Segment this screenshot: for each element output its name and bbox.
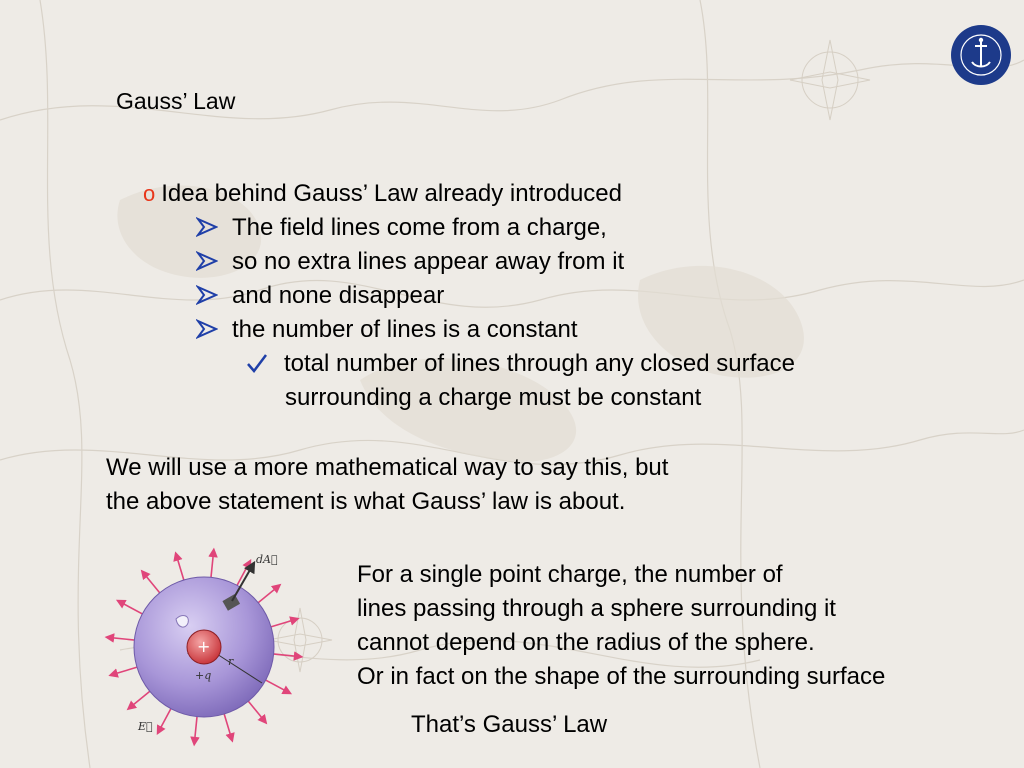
sub-bullet-text: and none disappear: [232, 282, 445, 309]
radius-label: r: [228, 655, 234, 668]
area-vector-label: dA⃗: [256, 553, 278, 566]
arrow-bullet-icon: [196, 217, 218, 237]
slide-title: Gauss’ Law: [116, 88, 236, 114]
paragraph-line: the above statement is what Gauss’ law is about.: [106, 488, 626, 515]
charge-label: +q: [195, 669, 212, 682]
sub-bullet-text: the number of lines is a constant: [232, 316, 578, 343]
sub-bullet-text: The field lines come from a charge,: [232, 214, 607, 241]
arrow-bullet-icon: [196, 285, 218, 305]
paragraph-line: lines passing through a sphere surrounding it: [357, 595, 836, 622]
charge-sign: +: [197, 637, 211, 656]
paragraph-line: cannot depend on the radius of the sphere.: [357, 629, 815, 656]
arrow-bullet-icon: [196, 319, 218, 339]
check-bullet-continuation: surrounding a charge must be constant: [285, 384, 702, 411]
check-bullet-text: total number of lines through any closed surface: [284, 350, 795, 377]
main-bullet: [143, 177, 622, 211]
conclusion-text: That’s Gauss’ Law: [411, 711, 608, 738]
circle-bullet-icon: o: [143, 181, 156, 206]
main-bullet-text: Idea behind Gauss’ Law already introduced: [161, 180, 622, 207]
check-bullet: [246, 347, 795, 381]
paragraph-line: For a single point charge, the number of: [357, 561, 783, 588]
checkmark-icon: [246, 352, 268, 374]
sub-bullet-text: so no extra lines appear away from it: [232, 248, 625, 275]
university-seal-icon: [950, 24, 1012, 86]
sub-bullet: [196, 279, 444, 313]
sub-bullet: [196, 313, 578, 347]
paragraph-line: Or in fact on the shape of the surrounding surface: [357, 663, 886, 690]
gaussian-sphere-figure: [104, 547, 344, 762]
arrow-bullet-icon: [196, 251, 218, 271]
field-label: E⃗: [138, 720, 153, 733]
sub-bullet: [196, 245, 624, 279]
paragraph-line: We will use a more mathematical way to say this, but: [106, 454, 669, 481]
sub-bullet: [196, 211, 607, 245]
